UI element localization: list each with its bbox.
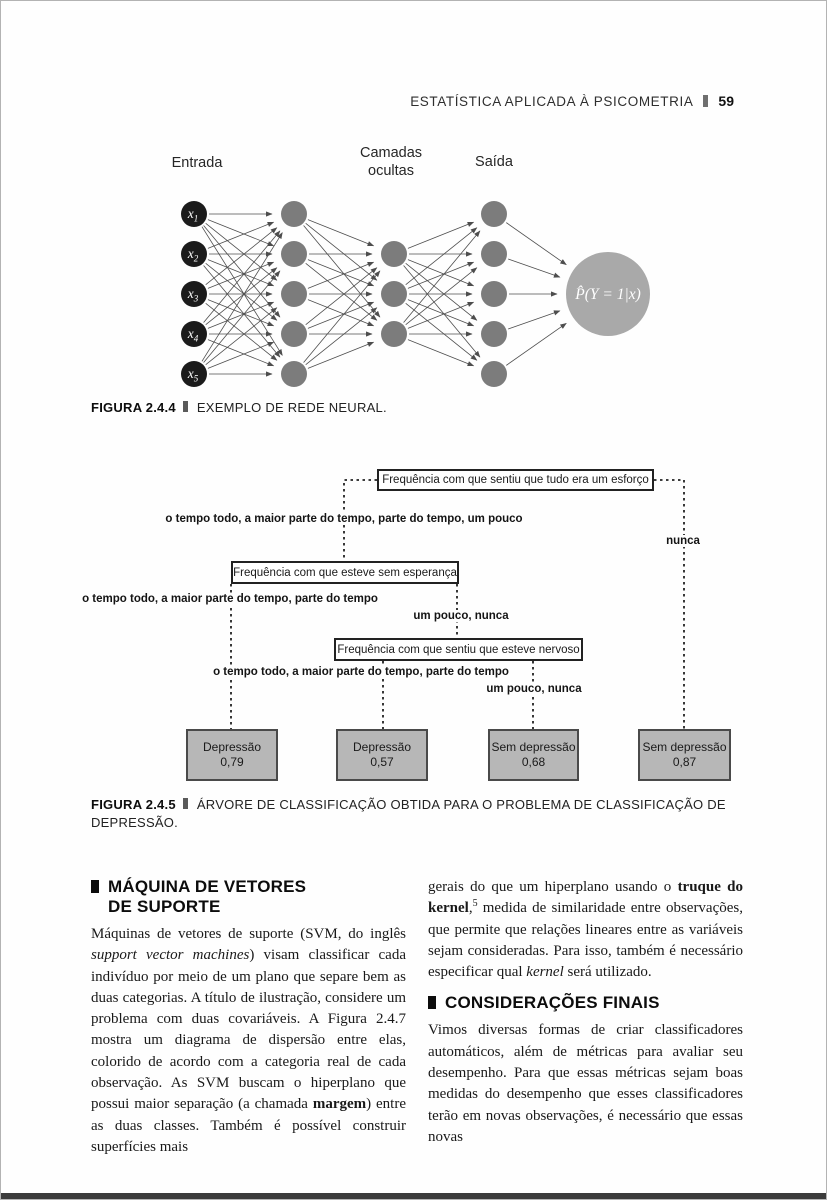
leaf-value: 0,68: [521, 755, 546, 769]
tree-node-esperanca: [231, 561, 459, 584]
text-run: ,: [468, 900, 473, 917]
footnote-ref-5: 5: [472, 898, 478, 910]
running-head: [410, 93, 734, 109]
leaf-value: 0,87: [672, 755, 697, 769]
figure-2-4-4-text: EXEMPLO DE REDE NEURAL.: [196, 400, 387, 415]
tree-node-nervoso: [334, 638, 583, 661]
input-node-label: $x_5$: [187, 366, 199, 384]
text-run: ) entre as duas classes. Também é possível construir superfícies mais: [91, 1096, 406, 1155]
svm-paragraph-continued: [428, 877, 743, 983]
output-node: [481, 281, 507, 307]
branch-label-nervoso-right: um pouco, nunca: [483, 683, 584, 695]
figure-2-4-4-caption: [91, 399, 387, 417]
output-formula: P̂(Y = 1|x): [575, 286, 641, 303]
text-run: Máquinas de vetores de suporte (SVM, do inglês: [91, 926, 406, 942]
text-run: gerais do que um hiperplano usando o: [428, 879, 678, 895]
leaf-label: Sem depressão: [642, 740, 727, 754]
classification-tree-figure: [1, 456, 827, 791]
input-node-label: $x_2$: [187, 246, 199, 264]
text-run: ) visam classificar cada indivíduo por meio de um plano que separe bem as duas categorias. A título de ilustração, considere um problema com duas covariáveis. A Figura 2.4.7 mostra um diagrama de dispersão entre elas, colorido de acordo com a categoria real de cada observação. As SVM buscam o hiperplano que possui maior separação (a chamada: [91, 947, 406, 1113]
page-bottom-rule: [1, 1193, 826, 1199]
section-marker-icon: [91, 880, 99, 893]
tree-node-nervoso-label: Frequência com que sentiu que esteve nervoso: [337, 643, 580, 656]
section-heading-consideracoes: [428, 993, 743, 1013]
text-run-bold: truque do kernel: [428, 879, 743, 917]
text-run: será utilizado.: [563, 964, 652, 981]
chapter-title: ESTATÍSTICA APLICADA À PSICOMETRIA: [410, 93, 694, 109]
hidden-layers-label-line2: ocultas: [368, 163, 414, 179]
hidden-node: [381, 321, 407, 347]
hidden-node: [381, 241, 407, 267]
left-column: [91, 877, 406, 1158]
neural-network-figure: [86, 129, 746, 397]
section-marker-icon: [428, 996, 436, 1009]
leaf-sem-depressao-087: [638, 729, 731, 781]
output-node: [481, 321, 507, 347]
page-number: 59: [718, 93, 734, 109]
text-run: Vimos diversas formas de criar classificadores automáticos, além de métricas para avaliar seu desempenho. Para que essas métricas sejam boas medidas do desempenho que esses classificadores terão em novas observações, é necessário que essas novas: [428, 1022, 743, 1145]
hidden-node: [281, 281, 307, 307]
section-heading-svm: [91, 877, 406, 917]
figure-2-4-4-tag: FIGURA 2.4.4: [91, 400, 176, 415]
leaf-depressao-057: [336, 729, 428, 781]
tree-node-esperanca-label: Frequência com que esteve sem esperança: [233, 566, 457, 579]
hidden-node: [281, 201, 307, 227]
input-node-label: $x_1$: [187, 206, 199, 224]
tree-node-esforco: [377, 469, 654, 491]
header-separator-bar: [703, 95, 708, 107]
svm-heading-line1: MÁQUINA DE VETORES: [108, 877, 307, 896]
input-layer-label: Entrada: [171, 155, 223, 171]
figure-2-4-5-text: ÁRVORE DE CLASSIFICAÇÃO OBTIDA PARA O PROBLEMA DE CLASSIFICAÇÃO DE DEPRESSÃO.: [91, 797, 726, 830]
input-node-label: $x_3$: [187, 286, 199, 304]
leaf-sem-depressao-068: [488, 729, 579, 781]
output-node: [481, 241, 507, 267]
hidden-node: [281, 361, 307, 387]
caption-separator-bar: [183, 401, 188, 412]
text-run-italic: kernel: [526, 964, 564, 981]
leaf-label: Depressão: [202, 740, 262, 754]
output-layer-label: Saída: [475, 154, 513, 170]
hidden-node: [281, 321, 307, 347]
output-node: [481, 361, 507, 387]
consideracoes-paragraph: [428, 1020, 743, 1148]
text-run: medida de similaridade entre observações, que permite que relações lineares entre as variáveis sejam consideradas. Para isso, também é necessário especificar qual: [428, 900, 743, 981]
branch-label-root-right: nunca: [663, 535, 703, 547]
leaf-value: 0,57: [370, 755, 394, 769]
text-run-italic: support vector machines: [91, 947, 250, 964]
branch-label-esperanca-left: o tempo todo, a maior parte do tempo, parte do tempo: [79, 593, 381, 605]
input-node-label: $x_4$: [187, 326, 199, 344]
hidden-layers-label-line1: Camadas: [359, 145, 423, 161]
hidden-node: [381, 281, 407, 307]
right-column: [428, 877, 743, 1158]
leaf-depressao-079: [186, 729, 278, 781]
consideracoes-heading: CONSIDERAÇÕES FINAIS: [445, 993, 660, 1013]
figure-2-4-5-caption: [91, 796, 739, 832]
tree-node-esforco-label: Frequência com que sentiu que tudo era um esforço: [382, 474, 649, 486]
text-run-bold: margem: [312, 1096, 367, 1113]
svm-heading-line2: DE SUPORTE: [108, 897, 221, 916]
output-node: [481, 201, 507, 227]
leaf-label: Sem depressão: [491, 740, 576, 754]
branch-label-esperanca-right: um pouco, nunca: [410, 610, 511, 622]
caption-separator-bar: [183, 798, 188, 809]
leaf-label: Depressão: [352, 740, 412, 754]
branch-label-nervoso-left: o tempo todo, a maior parte do tempo, parte do tempo: [210, 666, 512, 678]
svm-paragraph: [91, 924, 406, 1158]
figure-2-4-5-tag: FIGURA 2.4.5: [91, 797, 176, 812]
hidden-node: [281, 241, 307, 267]
branch-label-root-left: o tempo todo, a maior parte do tempo, parte do tempo, um pouco: [162, 513, 525, 525]
leaf-value: 0,79: [220, 755, 244, 769]
body-columns: [91, 877, 743, 1158]
